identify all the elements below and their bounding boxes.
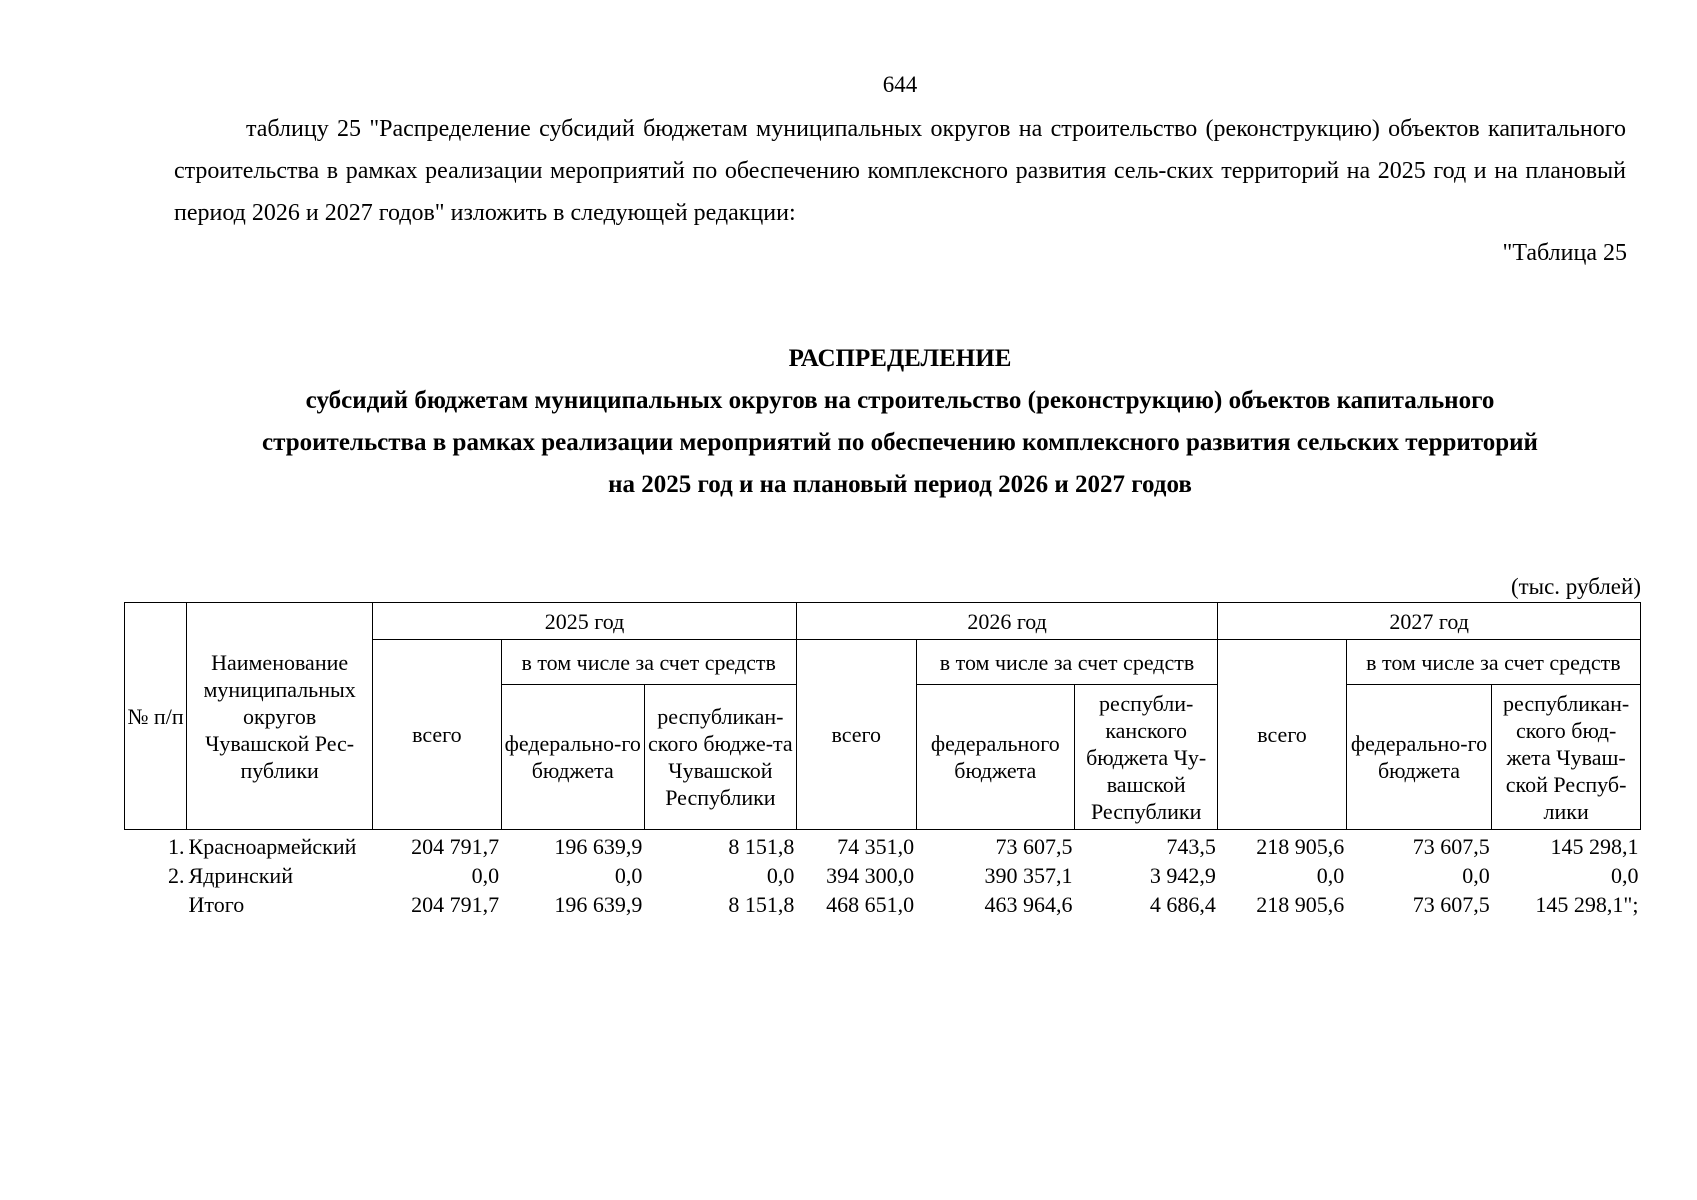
cell-2027-federal: 0,0 [1462,863,1490,888]
cell-2025-total: 0,0 [471,863,500,888]
row-district: Итого [188,892,245,917]
page-number: 644 [882,72,918,97]
header-row-number: № п/п [125,603,187,830]
row-district: Ядринский [188,863,293,888]
cell-2027-federal: 73 607,5 [1412,892,1490,917]
document-title [160,338,1640,506]
units-label: (тыс. рублей) [1510,574,1641,599]
cell-2025-republic: 8 151,8 [728,892,795,917]
header-including-2027: в том числе за счет средств [1346,640,1640,685]
distribution-table [124,602,1641,919]
cell-2025-federal: 0,0 [614,863,643,888]
cell-2026-total: 74 351,0 [837,834,915,859]
title-line-3: на 2025 год и на плановый период 2026 и 2027 годов [608,471,1192,498]
cell-2025-republic: 0,0 [766,863,795,888]
cell-2025-federal: 196 639,9 [554,834,643,859]
header-including-2026: в том числе за счет средств [916,640,1218,685]
row-index: 1. [168,834,185,859]
cell-2026-federal: 73 607,5 [995,834,1073,859]
cell-2026-republic: 743,5 [1166,834,1216,859]
header-including-2025: в том числе за счет средств [501,640,796,685]
cell-2026-total: 468 651,0 [826,892,915,917]
header-republic-2026: республи-канского бюджета Чу-вашской Республики [1074,685,1217,830]
cell-2025-total: 204 791,7 [411,892,500,917]
row-index [125,890,187,919]
cell-2026-federal: 463 964,6 [984,892,1073,917]
cell-2027-republic: 145 298,1 [1550,834,1639,859]
header-federal-2025: федерально-го бюджета [501,685,644,830]
cell-2026-republic: 4 686,4 [1149,892,1216,917]
table-row-total [125,890,1641,919]
table-reference: "Таблица 25 [1502,240,1627,266]
row-index: 2. [168,863,185,888]
cell-2027-republic: 145 298,1"; [1535,892,1639,917]
cell-2026-republic: 3 942,9 [1149,863,1216,888]
header-total-2027: всего [1218,640,1346,830]
header-year-2025: 2025 год [373,603,797,640]
header-total-2025: всего [373,640,501,830]
header-year-2026: 2026 год [796,603,1218,640]
row-district: Красноармейский [188,834,357,859]
header-federal-2026: федерального бюджета [916,685,1074,830]
cell-2026-total: 394 300,0 [826,863,915,888]
header-federal-2027: федерально-го бюджета [1346,685,1491,830]
cell-2027-total: 218 905,6 [1256,892,1345,917]
title-line-1: субсидий бюджетам муниципальных округов на строительство (реконструкцию) объектов капитального [305,387,1495,414]
header-republic-2025: республикан-ского бюдже-та Чувашской Республики [644,685,796,830]
cell-2025-republic: 8 151,8 [728,834,795,859]
header-republic-2027: республикан-ского бюд-жета Чуваш-ской Респуб-лики [1492,685,1641,830]
header-year-2027: 2027 год [1218,603,1641,640]
title-heading: РАСПРЕДЕЛЕНИЕ [788,345,1012,372]
table-row [125,861,1641,890]
title-line-2: строительства в рамках реализации мероприятий по обеспечению комплексного развития сельских территорий [262,429,1538,456]
cell-2027-federal: 73 607,5 [1412,834,1490,859]
intro-paragraph: таблицу 25 "Распределение субсидий бюджетам муниципальных округов на строительство (реконструкцию) объектов капитального строительства в рамках реализации мероприятий по обеспечению комплексного развития сель-ских территорий на 2025 год и на плановый период 2026 и 2027 годов" изложить в следующей редакции: [174,116,1626,226]
header-total-2026: всего [796,640,916,830]
header-district-name: Наименование муниципальных округов Чувашской Рес-публики [187,603,373,830]
cell-2027-total: 218 905,6 [1256,834,1345,859]
cell-2027-total: 0,0 [1316,863,1345,888]
cell-2026-federal: 390 357,1 [984,863,1073,888]
cell-2025-federal: 196 639,9 [554,892,643,917]
table-row [125,830,1641,862]
cell-2025-total: 204 791,7 [411,834,500,859]
cell-2027-republic: 0,0 [1611,863,1639,888]
